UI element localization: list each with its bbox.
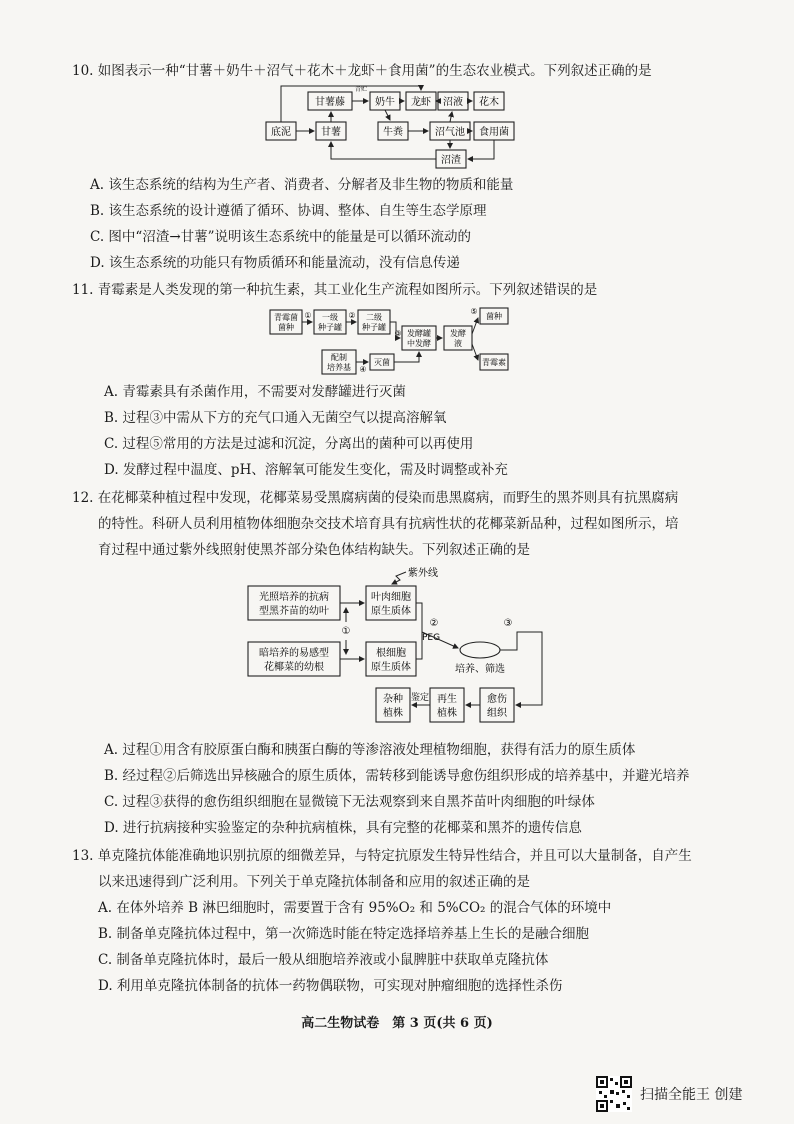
q10-option-a: A. 该生态系统的结构为生产者、消费者、分解者及非生物的物质和能量 [90, 177, 514, 193]
q12-option-a: A. 过程①用含有胶原蛋白酶和胰蛋白酶的等渗溶液处理植物细胞，获得有活力的原生质体 [104, 742, 636, 758]
q11-diagram [268, 304, 518, 378]
node-yushang-l1: 愈伤 [487, 694, 507, 705]
q13-option-b: B. 制备单克隆抗体过程中，第一次筛选时能在特定选择培养基上生长的是融合细胞 [98, 926, 590, 942]
step-1: ① [304, 311, 312, 320]
label-peiyang: 培养、筛选 [455, 664, 505, 675]
node-zaisheng-l1: 再生 [437, 694, 457, 705]
node-junzhong-l1: 青霉菌 [274, 313, 298, 322]
node-zhaozha: 沼渣 [441, 155, 461, 166]
q12-diagram [242, 562, 554, 732]
step-2: ② [429, 618, 439, 629]
q10-stem: 10. 如图表示一种“甘薯＋奶牛＋沼气＋花木＋龙虾＋食用菌”的生态农业模式。下列叙述正确的是 [72, 63, 652, 79]
q10-option-c: C. 图中“沼渣→甘薯”说明该生态系统中的能量是可以循环流动的 [90, 229, 472, 245]
node-dizhao: 底泥 [271, 127, 291, 138]
node-heijie-l1: 光照培养的抗病 [259, 592, 329, 603]
step-1: ① [341, 626, 351, 637]
q12-stem-line2: 的特性。科研人员利用植物体细胞杂交技术培育具有抗病性状的花椰菜新品种，过程如图所示，培 [98, 516, 679, 532]
node-peizhi-l1: 配制 [331, 353, 347, 362]
node-peizhi-l2: 培养基 [327, 363, 351, 372]
q11-option-d: D. 发酵过程中温度、pH、溶解氧可能发生变化，需及时调整或补充 [104, 462, 508, 478]
node-genxibao-l1: 根细胞 [376, 648, 406, 659]
qr-code-icon [596, 1076, 632, 1112]
node-genxibao-l2: 原生质体 [371, 662, 411, 673]
node-fajiaoye-l1: 发酵 [450, 329, 466, 338]
node-zazhong-l2: 植株 [383, 708, 403, 719]
q13-option-d: D. 利用单克隆抗体制备的抗体一药物偶联物，可实现对肿瘤细胞的选择性杀伤 [98, 978, 563, 994]
node-huayecai-l1: 暗培养的易感型 [259, 648, 329, 659]
node-heijie-l2: 型黑芥苗的幼叶 [259, 606, 329, 617]
node-zhaoqichi: 沼气池 [435, 127, 465, 138]
q13-stem-line1: 13. 单克隆抗体能准确地识别抗原的细微差异，与特定抗原发生特异性结合，并且可以大量制备，自产生 [72, 848, 692, 864]
q11-option-a: A. 青霉素具有杀菌作用，不需要对发酵罐进行灭菌 [104, 384, 406, 400]
node-longxia: 龙虾 [411, 97, 431, 108]
q13-option-c: C. 制备单克隆抗体时，最后一般从细胞培养液或小鼠脾脏中获取单克隆抗体 [98, 952, 549, 968]
node-fajiao-l2: 中发酵 [407, 339, 431, 348]
step-5: ⑤ [470, 307, 478, 316]
node-zhaoye: 沼液 [443, 97, 463, 108]
node-fajiaoye-l2: 液 [454, 339, 462, 348]
node-yerou-l1: 叶肉细胞 [371, 592, 411, 603]
node-miejun: 灭菌 [374, 358, 390, 367]
node-niufen: 牛粪 [383, 127, 403, 138]
node-ganshuteng: 甘薯藤 [315, 97, 345, 108]
q11-stem: 11. 青霉素是人类发现的第一种抗生素，其工业化生产流程如图所示。下列叙述错误的是 [72, 282, 598, 298]
q12-option-c: C. 过程③获得的愈伤组织细胞在显微镜下无法观察到来自黑芥苗叶肉细胞的叶绿体 [104, 794, 595, 810]
node-huamu: 花木 [479, 97, 499, 108]
q13-stem-line2: 以来迅速得到广泛利用。下列关于单克隆抗体制备和应用的叙述正确的是 [98, 874, 530, 890]
label-uv: 紫外线 [408, 568, 438, 579]
q12-option-d: D. 进行抗病接种实验鉴定的杂种抗病植株，具有完整的花椰菜和黑芥的遗传信息 [104, 820, 582, 836]
node-zaisheng-l2: 植株 [437, 708, 457, 719]
label-peg: PEG [422, 633, 441, 643]
step-4: ④ [359, 365, 367, 374]
node-zazhong-l1: 杂种 [383, 694, 403, 705]
step-2: ② [348, 311, 356, 320]
node-yushang-l2: 组织 [487, 708, 507, 719]
step-3: ③ [394, 329, 402, 338]
q13-option-a: A. 在体外培养 B 淋巴细胞时，需要置于含有 95%O₂ 和 5%CO₂ 的混合气体的环境中 [98, 900, 612, 916]
node-fajiao-l1: 发酵罐 [407, 329, 431, 338]
node-junzhong-l2: 菌种 [278, 323, 294, 332]
node-qingmeisu: 青霉素 [482, 358, 506, 367]
q12-stem-line1: 12. 在花椰菜种植过程中发现，花椰菜易受黑腐病菌的侵染而患黑腐病，而野生的黑芥则具有抗黑腐病 [72, 490, 679, 506]
label-jianding: 鉴定 [410, 693, 430, 703]
node-huayecai-l2: 花椰菜的幼根 [264, 662, 324, 673]
node-junzhong2: 菌种 [486, 312, 502, 321]
scanner-brand: 扫描全能王 创建 [640, 1087, 743, 1103]
node-nainiu: 奶牛 [375, 97, 395, 108]
q11-option-c: C. 过程⑤常用的方法是过滤和沉淀，分离出的菌种可以再使用 [104, 436, 474, 452]
q12-option-b: B. 经过程②后筛选出异核融合的原生质体，需转移到能诱导愈伤组织形成的培养基中，并避光培养 [104, 768, 690, 784]
step-3: ③ [503, 618, 513, 629]
node-yerou-l2: 原生质体 [371, 606, 411, 617]
label-qingzhu: 青贮 [354, 86, 368, 93]
node-shiyongjun: 食用菌 [479, 127, 509, 138]
node-erji-l1: 二级 [366, 313, 382, 322]
q10-diagram [260, 82, 520, 174]
q10-option-d: D. 该生态系统的功能只有物质循环和能量流动，没有信息传递 [90, 255, 460, 271]
q10-option-b: B. 该生态系统的设计遵循了循环、协调、整体、自生等生态学原理 [90, 203, 487, 219]
q12-stem-line3: 育过程中通过紫外线照射使黑芥部分染色体结构缺失。下列叙述正确的是 [98, 542, 530, 558]
q11-option-b: B. 过程③中需从下方的充气口通入无菌空气以提高溶解氧 [104, 410, 447, 426]
node-yiji-l2: 种子罐 [318, 323, 342, 332]
node-erji-l2: 种子罐 [362, 323, 386, 332]
page-footer: 高二生物试卷 第 3 页(共 6 页) [301, 1016, 493, 1031]
node-yiji-l1: 一级 [322, 313, 338, 322]
node-ganshu: 甘薯 [321, 127, 341, 138]
